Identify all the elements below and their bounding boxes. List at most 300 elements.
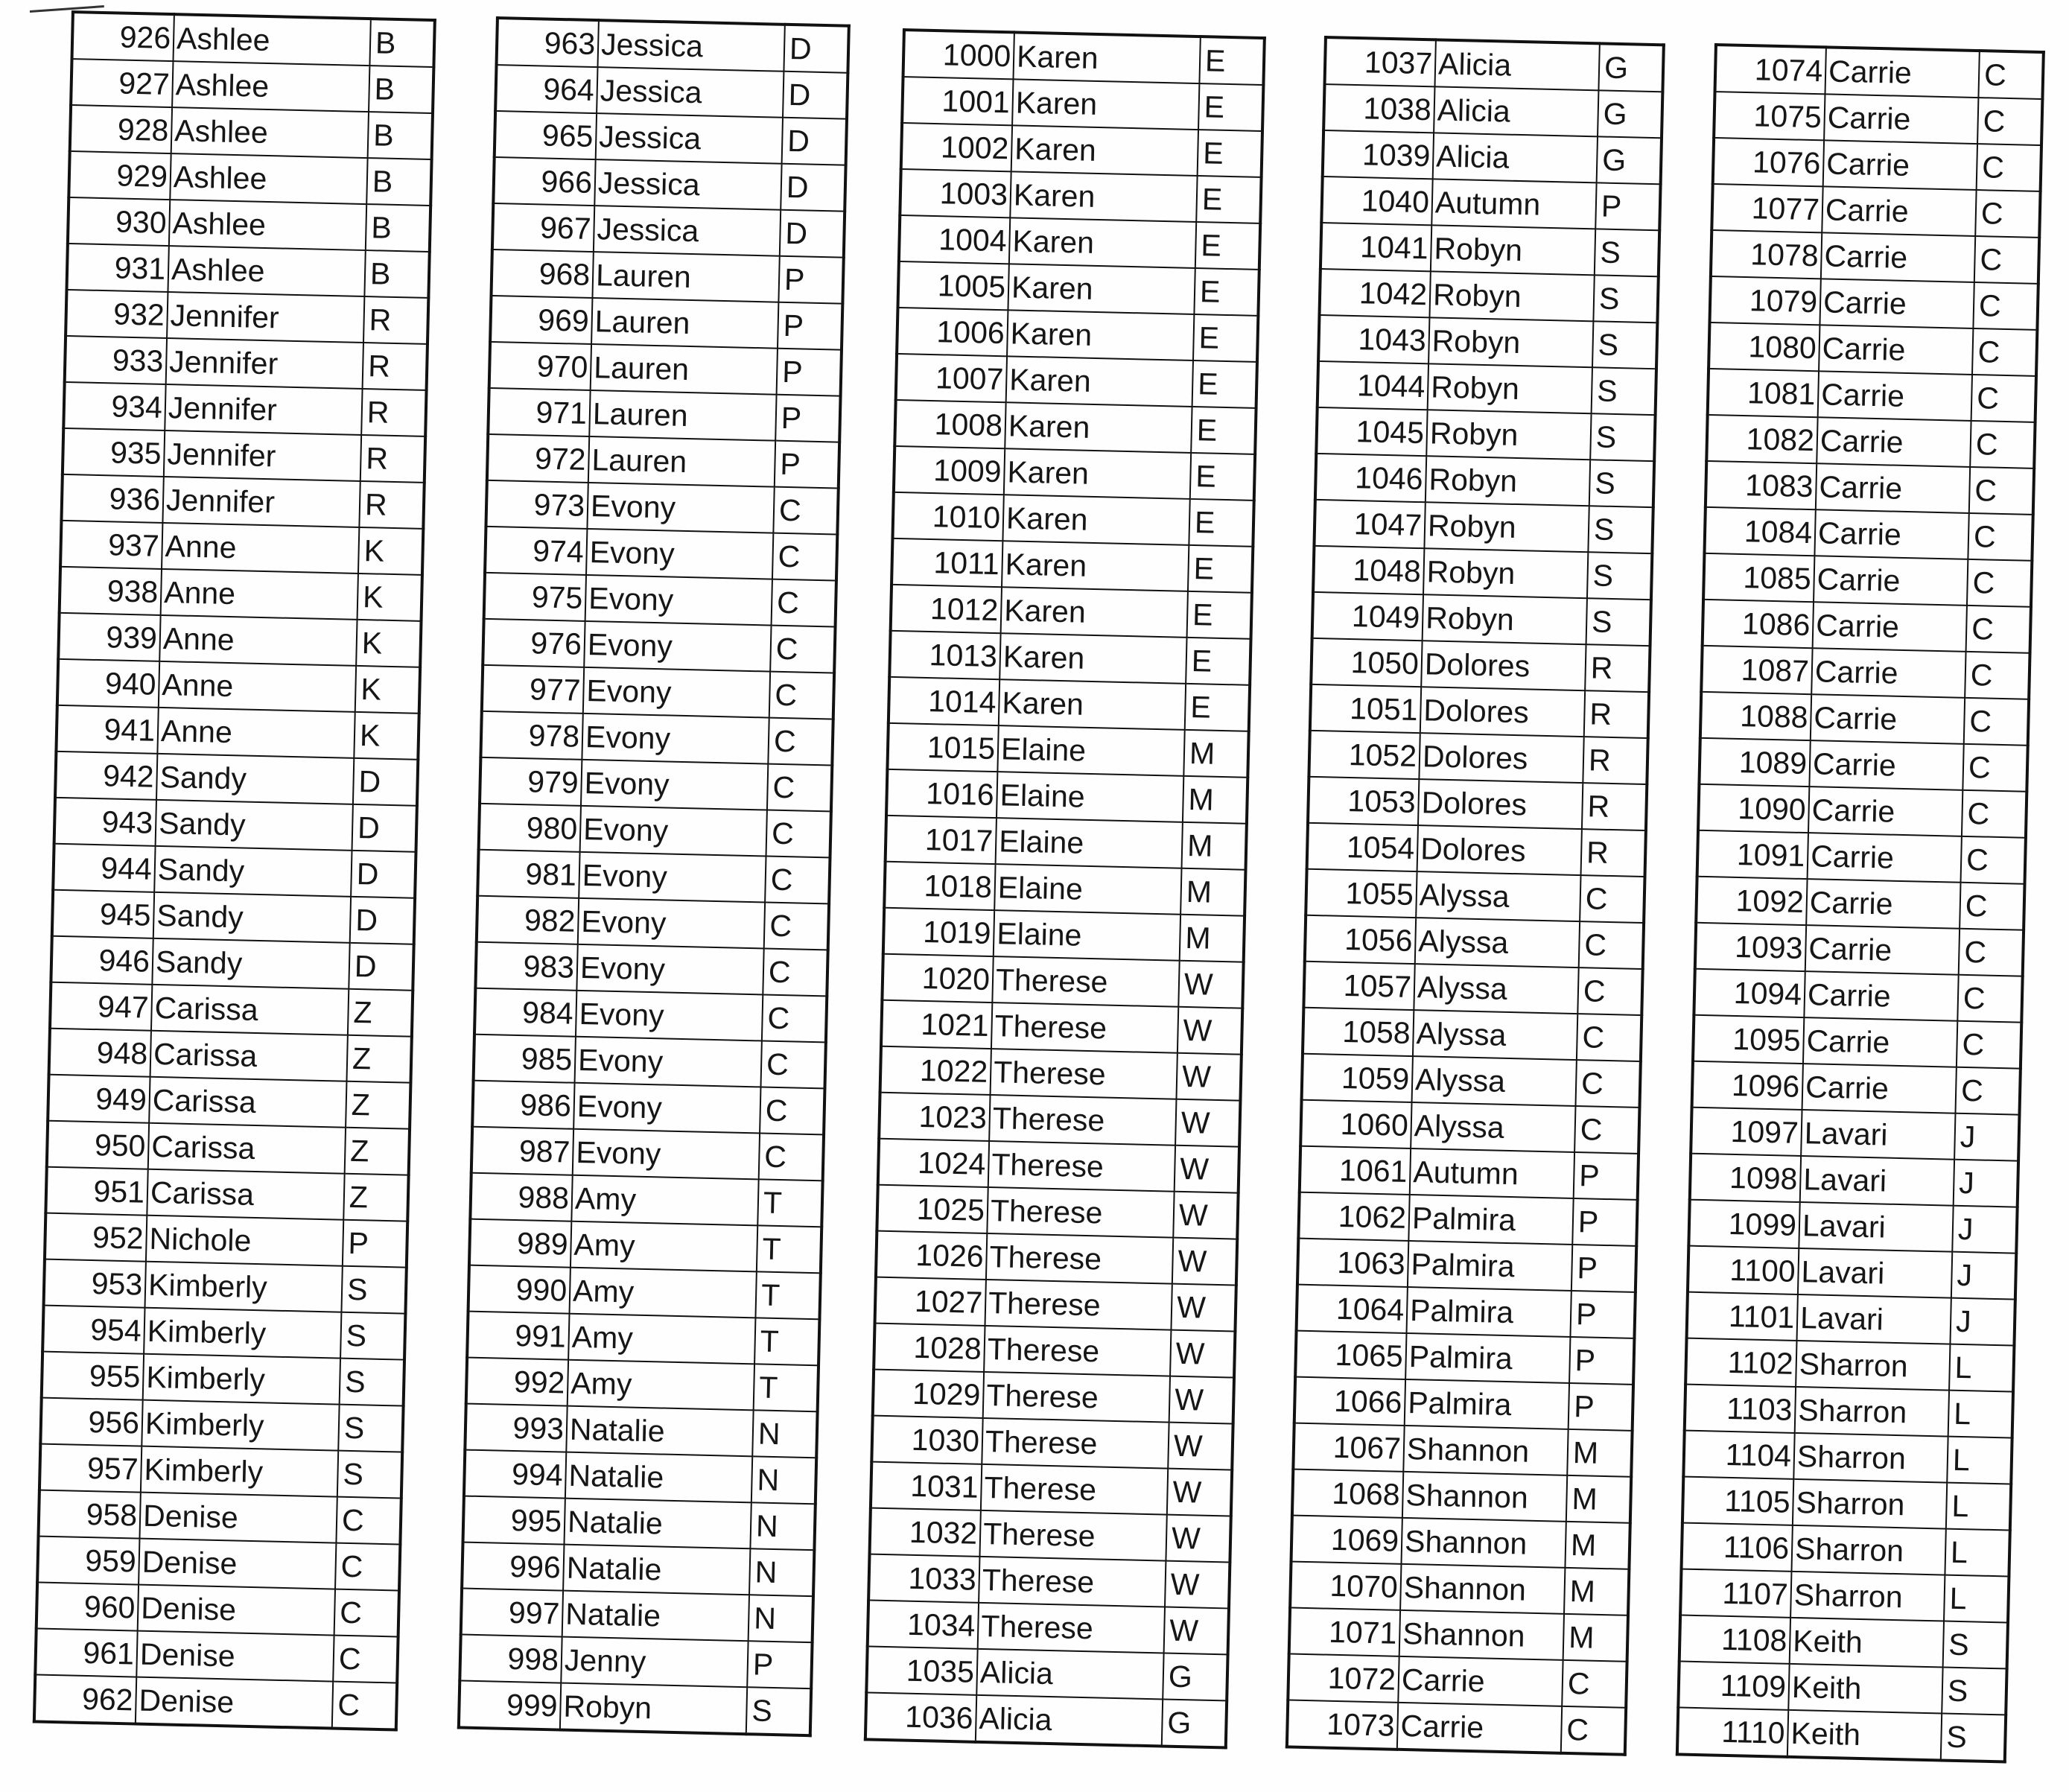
first-name-cell: Karen — [1008, 264, 1195, 314]
entry-number-cell: 1014 — [889, 677, 999, 725]
first-name-cell: Karen — [999, 633, 1186, 684]
table-row — [61, 474, 424, 529]
entry-number-cell: 934 — [63, 382, 165, 430]
entry-number-cell: 1073 — [1287, 1700, 1398, 1749]
letter-code-cell: C — [1973, 282, 2038, 330]
entry-number-cell: 940 — [57, 659, 159, 708]
first-name-cell: Robyn — [1423, 548, 1588, 598]
table-row — [48, 1075, 410, 1129]
table-row — [1715, 45, 2044, 99]
first-name-cell: Ashlee — [169, 200, 366, 250]
first-name-cell: Carrie — [1811, 694, 1965, 744]
table-row — [1298, 1192, 1637, 1246]
letter-code-cell: W — [1172, 1238, 1237, 1286]
letter-code-cell: C — [1965, 652, 2030, 699]
first-name-cell: Anne — [162, 523, 359, 573]
letter-code-cell: M — [1183, 730, 1248, 778]
entry-number-cell: 974 — [485, 527, 587, 575]
letter-code-cell: G — [1598, 90, 1662, 138]
entry-number-cell: 1056 — [1305, 915, 1416, 964]
letter-code-cell: C — [760, 1087, 824, 1134]
entry-number-cell: 977 — [482, 665, 584, 714]
table-row — [1706, 415, 2035, 468]
first-name-cell: Carrie — [1802, 1064, 1957, 1113]
entry-number-cell: 1067 — [1293, 1423, 1404, 1472]
entry-number-cell: 931 — [66, 244, 168, 292]
letter-code-cell: P — [1574, 1152, 1639, 1200]
first-name-cell: Karen — [1009, 217, 1196, 268]
first-name-cell: Jenny — [561, 1637, 748, 1688]
table-row — [1325, 37, 1664, 92]
entry-number-cell: 1107 — [1680, 1569, 1791, 1618]
letter-code-cell: K — [355, 666, 420, 714]
table-row — [495, 111, 847, 165]
first-name-cell: Alyssa — [1414, 964, 1578, 1014]
first-name-cell: Lauren — [592, 252, 779, 302]
first-name-cell: Shannon — [1403, 1426, 1568, 1475]
table-row — [1680, 1569, 2009, 1623]
entry-number-cell: 1099 — [1688, 1200, 1799, 1248]
entry-number-cell: 935 — [63, 428, 165, 477]
entry-number-cell: 973 — [486, 480, 588, 529]
letter-code-cell: Z — [346, 1081, 410, 1129]
entry-number-cell: 1078 — [1711, 230, 1822, 279]
letter-code-cell: C — [1975, 190, 2040, 238]
letter-code-cell: R — [359, 481, 424, 529]
table-row — [1682, 1523, 2010, 1577]
first-name-cell: Lauren — [589, 390, 776, 441]
letter-code-cell: S — [1943, 1621, 2008, 1669]
letter-code-cell: K — [354, 712, 419, 760]
entry-number-cell: 1022 — [880, 1046, 991, 1095]
letter-code-cell: L — [1946, 1483, 2011, 1531]
first-name-cell: Alicia — [976, 1695, 1163, 1747]
table-row — [866, 1646, 1227, 1700]
first-name-cell: Evony — [583, 667, 770, 718]
letter-code-cell: C — [1977, 98, 2042, 145]
first-name-cell: Therese — [986, 1233, 1173, 1284]
entry-number-cell: 1068 — [1292, 1469, 1403, 1518]
first-name-cell: Alicia — [1434, 39, 1599, 90]
first-name-cell: Karen — [1012, 79, 1199, 130]
first-name-cell: Elaine — [994, 864, 1181, 915]
first-name-cell: Sandy — [153, 892, 351, 943]
first-name-cell: Ashlee — [168, 246, 365, 296]
table-row — [70, 105, 433, 159]
letter-code-cell: C — [1574, 1106, 1639, 1154]
table-row — [490, 296, 842, 350]
first-name-cell: Carrie — [1808, 833, 1962, 883]
first-name-cell: Karen — [1001, 587, 1188, 638]
letter-code-cell: C — [1966, 606, 2031, 653]
entry-number-cell: 1051 — [1310, 684, 1421, 733]
first-name-cell: Carrie — [1803, 1017, 1957, 1067]
table-row — [873, 1370, 1234, 1424]
entry-number-cell: 1077 — [1712, 184, 1822, 232]
letter-code-cell: M — [1567, 1429, 1632, 1477]
letter-code-cell: P — [1572, 1198, 1637, 1246]
entry-number-cell: 1064 — [1297, 1285, 1408, 1333]
entry-number-cell: 997 — [461, 1589, 563, 1637]
entry-number-cell: 954 — [42, 1306, 144, 1354]
letter-code-cell: E — [1196, 176, 1261, 223]
first-name-cell: Karen — [1013, 32, 1200, 83]
table-row — [1683, 1431, 2012, 1484]
entry-number-cell: 966 — [493, 157, 595, 206]
first-name-cell: Carissa — [150, 1031, 348, 1081]
roster-column-2 — [457, 16, 851, 1737]
entry-number-cell: 975 — [484, 573, 586, 621]
table-row — [1319, 269, 1658, 323]
entry-number-cell: 1002 — [901, 123, 1012, 171]
letter-code-cell: E — [1192, 360, 1257, 408]
letter-code-cell: M — [1180, 915, 1245, 962]
entry-number-cell: 1034 — [868, 1601, 979, 1649]
letter-code-cell: C — [1580, 875, 1644, 923]
roster-column-4-body — [1287, 37, 1664, 1755]
table-row — [1685, 1338, 2014, 1392]
entry-number-cell: 1013 — [889, 631, 1000, 679]
letter-code-cell: C — [1967, 559, 2032, 607]
first-name-cell: Dolores — [1420, 687, 1585, 737]
table-row — [871, 1462, 1232, 1516]
table-row — [880, 1046, 1242, 1101]
letter-code-cell: C — [765, 857, 830, 904]
table-row — [1303, 962, 1642, 1015]
entry-number-cell: 979 — [480, 757, 582, 806]
letter-code-cell: T — [757, 1225, 821, 1273]
entry-number-cell: 1048 — [1313, 546, 1424, 594]
entry-number-cell: 987 — [471, 1127, 573, 1175]
first-name-cell: Carrie — [1821, 232, 1975, 282]
entry-number-cell: 1037 — [1325, 37, 1436, 86]
first-name-cell: Denise — [136, 1631, 334, 1682]
letter-code-cell: Z — [345, 1128, 410, 1175]
letter-code-cell: C — [772, 533, 837, 581]
letter-code-cell: C — [1577, 1014, 1641, 1061]
table-row — [469, 1219, 821, 1274]
first-name-cell: Sharron — [1795, 1387, 1949, 1437]
roster-column-1-body — [34, 12, 435, 1729]
table-row — [1291, 1516, 1630, 1569]
letter-code-cell: C — [760, 1040, 825, 1088]
table-row — [34, 1674, 397, 1729]
table-row — [42, 1306, 405, 1360]
entry-number-cell: 1104 — [1683, 1431, 1794, 1479]
entry-number-cell: 976 — [483, 619, 585, 667]
entry-number-cell: 1050 — [1311, 638, 1422, 687]
table-row — [489, 342, 842, 396]
letter-code-cell: C — [773, 487, 838, 535]
table-row — [1712, 184, 2040, 238]
letter-code-cell: B — [366, 204, 430, 252]
first-name-cell: Evony — [580, 806, 767, 857]
entry-number-cell: 1082 — [1706, 415, 1817, 463]
table-row — [52, 890, 415, 944]
first-name-cell: Sandy — [152, 938, 349, 989]
first-name-cell: Kimberly — [142, 1400, 339, 1451]
first-name-cell: Carrie — [1817, 417, 1971, 467]
entry-number-cell: 1041 — [1320, 223, 1431, 271]
letter-code-cell: S — [1595, 229, 1659, 276]
first-name-cell: Evony — [584, 621, 771, 672]
letter-code-cell: C — [769, 672, 834, 719]
entry-number-cell: 1033 — [868, 1554, 979, 1603]
table-row — [902, 77, 1263, 131]
first-name-cell: Carrie — [1824, 94, 1978, 144]
first-name-cell: Dolores — [1417, 825, 1582, 875]
table-row — [1685, 1385, 2013, 1438]
entry-number-cell: 1089 — [1699, 738, 1810, 787]
table-row — [56, 705, 419, 760]
table-row — [883, 908, 1245, 962]
table-row — [886, 816, 1247, 870]
entry-number-cell: 972 — [487, 434, 589, 483]
first-name-cell: Therese — [989, 1095, 1176, 1146]
roster-column-3 — [864, 28, 1266, 1749]
entry-number-cell: 996 — [462, 1542, 564, 1591]
letter-code-cell: W — [1178, 961, 1243, 1008]
letter-code-cell: E — [1189, 499, 1253, 547]
first-name-cell: Carrie — [1823, 140, 1977, 190]
first-name-cell: Sharron — [1796, 1341, 1950, 1391]
first-name-cell: Robyn — [1426, 456, 1590, 506]
first-name-cell: Keith — [1790, 1618, 1944, 1668]
letter-code-cell: C — [1575, 1060, 1640, 1108]
first-name-cell: Therese — [988, 1141, 1175, 1192]
entry-number-cell: 1065 — [1295, 1331, 1406, 1379]
table-row — [875, 1277, 1236, 1332]
table-row — [1297, 1239, 1636, 1292]
first-name-cell: Jennifer — [164, 430, 361, 481]
first-name-cell: Palmira — [1408, 1195, 1573, 1245]
letter-code-cell: C — [762, 994, 827, 1042]
table-row — [1698, 784, 2027, 838]
entry-number-cell: 1043 — [1318, 315, 1429, 363]
first-name-cell: Dolores — [1419, 733, 1583, 783]
letter-code-cell: S — [341, 1266, 406, 1314]
entry-number-cell: 1070 — [1290, 1562, 1401, 1610]
first-name-cell: Sharron — [1791, 1525, 1945, 1575]
entry-number-cell: 991 — [467, 1312, 569, 1360]
table-row — [874, 1324, 1235, 1378]
roster-column-5-body — [1677, 45, 2044, 1761]
table-row — [45, 1167, 408, 1221]
entry-number-cell: 964 — [495, 65, 597, 113]
letter-code-cell: D — [782, 118, 847, 165]
table-row — [1709, 323, 2037, 376]
first-name-cell: Elaine — [997, 772, 1183, 822]
entry-number-cell: 1063 — [1297, 1239, 1408, 1287]
letter-code-cell: J — [1951, 1252, 2016, 1300]
letter-code-cell: E — [1187, 591, 1252, 639]
entry-number-cell: 1094 — [1694, 969, 1805, 1017]
entry-number-cell: 1018 — [884, 862, 995, 910]
letter-code-cell: D — [783, 72, 848, 119]
table-row — [1714, 92, 2042, 145]
table-row — [467, 1312, 819, 1366]
letter-code-cell: C — [1971, 375, 2036, 422]
table-row — [1687, 1292, 2015, 1346]
table-row — [492, 203, 845, 258]
first-name-cell: Shannon — [1402, 1472, 1567, 1522]
first-name-cell: Carrie — [1814, 556, 1968, 606]
first-name-cell: Anne — [159, 615, 357, 666]
first-name-cell: Carrie — [1825, 47, 1979, 98]
letter-code-cell: E — [1188, 545, 1253, 593]
first-name-cell: Therese — [981, 1464, 1168, 1515]
table-row — [491, 250, 843, 304]
letter-code-cell: P — [775, 395, 840, 442]
table-row — [42, 1352, 404, 1406]
letter-code-cell: E — [1198, 130, 1262, 177]
letter-code-cell: M — [1180, 868, 1245, 916]
first-name-cell: Dolores — [1418, 779, 1583, 829]
letter-code-cell: D — [353, 758, 418, 806]
first-name-cell: Nichole — [146, 1216, 343, 1266]
letter-code-cell: P — [1569, 1383, 1633, 1431]
letter-code-cell: W — [1175, 1146, 1239, 1193]
letter-code-cell: W — [1175, 1099, 1240, 1147]
entry-number-cell: 994 — [464, 1450, 566, 1499]
entry-number-cell: 1015 — [887, 723, 998, 772]
entry-number-cell: 1080 — [1709, 323, 1819, 371]
first-name-cell: Jessica — [597, 67, 784, 118]
entry-number-cell: 1004 — [899, 215, 1010, 264]
first-name-cell: Therese — [979, 1557, 1166, 1607]
table-row — [60, 567, 422, 621]
entry-number-cell: 1098 — [1690, 1154, 1801, 1202]
letter-code-cell: J — [1952, 1206, 2017, 1254]
letter-code-cell: L — [1945, 1529, 2009, 1577]
first-name-cell: Therese — [991, 1003, 1178, 1053]
letter-code-cell: T — [755, 1271, 820, 1319]
table-row — [44, 1259, 407, 1314]
letter-code-cell: W — [1177, 1007, 1242, 1055]
letter-code-cell: T — [754, 1318, 819, 1365]
letter-code-cell: D — [781, 164, 845, 212]
table-row — [1297, 1285, 1636, 1338]
letter-code-cell: E — [1190, 453, 1255, 501]
first-name-cell: Evony — [579, 852, 766, 903]
first-name-cell: Anne — [161, 569, 358, 620]
entry-number-cell: 1086 — [1703, 600, 1814, 648]
letter-code-cell: C — [1579, 921, 1644, 969]
entry-number-cell: 928 — [70, 105, 172, 153]
table-row — [66, 290, 428, 344]
first-name-cell: Anne — [159, 661, 356, 712]
letter-code-cell: S — [1592, 321, 1657, 369]
first-name-cell: Evony — [582, 714, 769, 764]
table-row — [878, 1139, 1239, 1193]
letter-code-cell: S — [340, 1312, 405, 1360]
table-row — [1290, 1562, 1629, 1615]
first-name-cell: Karen — [1002, 541, 1189, 591]
first-name-cell: Carrie — [1808, 787, 1962, 836]
letter-code-cell: R — [1583, 737, 1647, 784]
letter-code-cell: C — [1957, 1021, 2021, 1069]
first-name-cell: Therese — [992, 956, 1179, 1007]
first-name-cell: Anne — [157, 708, 355, 758]
first-name-cell: Carrie — [1814, 509, 1968, 559]
table-row — [1703, 553, 2032, 607]
table-row — [1696, 877, 2024, 930]
table-row — [463, 1496, 816, 1551]
first-name-cell: Shannon — [1399, 1610, 1564, 1660]
letter-code-cell: E — [1194, 268, 1259, 316]
first-name-cell: Carrie — [1819, 325, 1973, 375]
table-row — [896, 354, 1257, 408]
entry-number-cell: 998 — [460, 1634, 562, 1683]
letter-code-cell: C — [1974, 236, 2039, 284]
table-row — [1323, 130, 1662, 184]
letter-code-cell: N — [749, 1548, 814, 1596]
table-row — [865, 1692, 1227, 1747]
first-name-cell: Amy — [570, 1268, 757, 1318]
entry-number-cell: 962 — [34, 1674, 136, 1723]
first-name-cell: Carissa — [148, 1123, 346, 1174]
letter-code-cell: B — [369, 66, 433, 113]
table-row — [477, 850, 830, 904]
entry-number-cell: 1106 — [1682, 1523, 1793, 1572]
entry-number-cell: 999 — [459, 1680, 561, 1729]
first-name-cell: Therese — [982, 1418, 1169, 1469]
letter-code-cell: D — [352, 804, 417, 852]
entry-number-cell: 1044 — [1318, 361, 1428, 410]
letter-code-cell: P — [777, 349, 842, 396]
table-row — [1708, 369, 2036, 422]
table-row — [464, 1450, 816, 1505]
table-row — [465, 1404, 817, 1458]
entry-number-cell: 1110 — [1677, 1707, 1788, 1756]
entry-number-cell: 948 — [49, 1029, 151, 1077]
table-row — [71, 59, 433, 113]
letter-code-cell: C — [1977, 144, 2041, 191]
letter-code-cell: R — [1582, 783, 1647, 830]
letter-code-cell: B — [364, 250, 429, 298]
first-name-cell: Robyn — [1423, 594, 1587, 644]
entry-number-cell: 1021 — [881, 1000, 992, 1049]
first-name-cell: Carissa — [149, 1077, 346, 1128]
table-row — [480, 711, 833, 766]
entry-number-cell: 956 — [40, 1398, 142, 1446]
entry-number-cell: 1085 — [1703, 553, 1814, 602]
letter-code-cell: C — [770, 626, 835, 673]
table-row — [485, 527, 837, 581]
letter-code-cell: M — [1565, 1522, 1630, 1569]
table-row — [1704, 507, 2033, 561]
letter-code-cell: C — [1970, 421, 2035, 468]
first-name-cell: Shannon — [1401, 1518, 1566, 1568]
letter-code-cell: C — [1961, 836, 2026, 884]
letter-code-cell: L — [1944, 1575, 2009, 1623]
table-row — [488, 388, 840, 442]
table-row — [1308, 777, 1647, 830]
table-row — [894, 400, 1256, 454]
first-name-cell: Carrie — [1809, 740, 1963, 790]
entry-number-cell: 1011 — [892, 538, 1002, 587]
table-row — [1694, 969, 2022, 1023]
table-row — [39, 1490, 401, 1545]
entry-number-cell: 970 — [489, 342, 591, 390]
letter-code-cell: C — [1577, 968, 1642, 1015]
first-name-cell: Evony — [586, 529, 773, 579]
table-row — [1700, 692, 2029, 746]
first-name-cell: Robyn — [1428, 363, 1592, 413]
first-name-cell: Jessica — [594, 206, 781, 256]
first-name-cell: Lavari — [1800, 1156, 1954, 1206]
letter-code-cell: P — [1571, 1245, 1636, 1292]
